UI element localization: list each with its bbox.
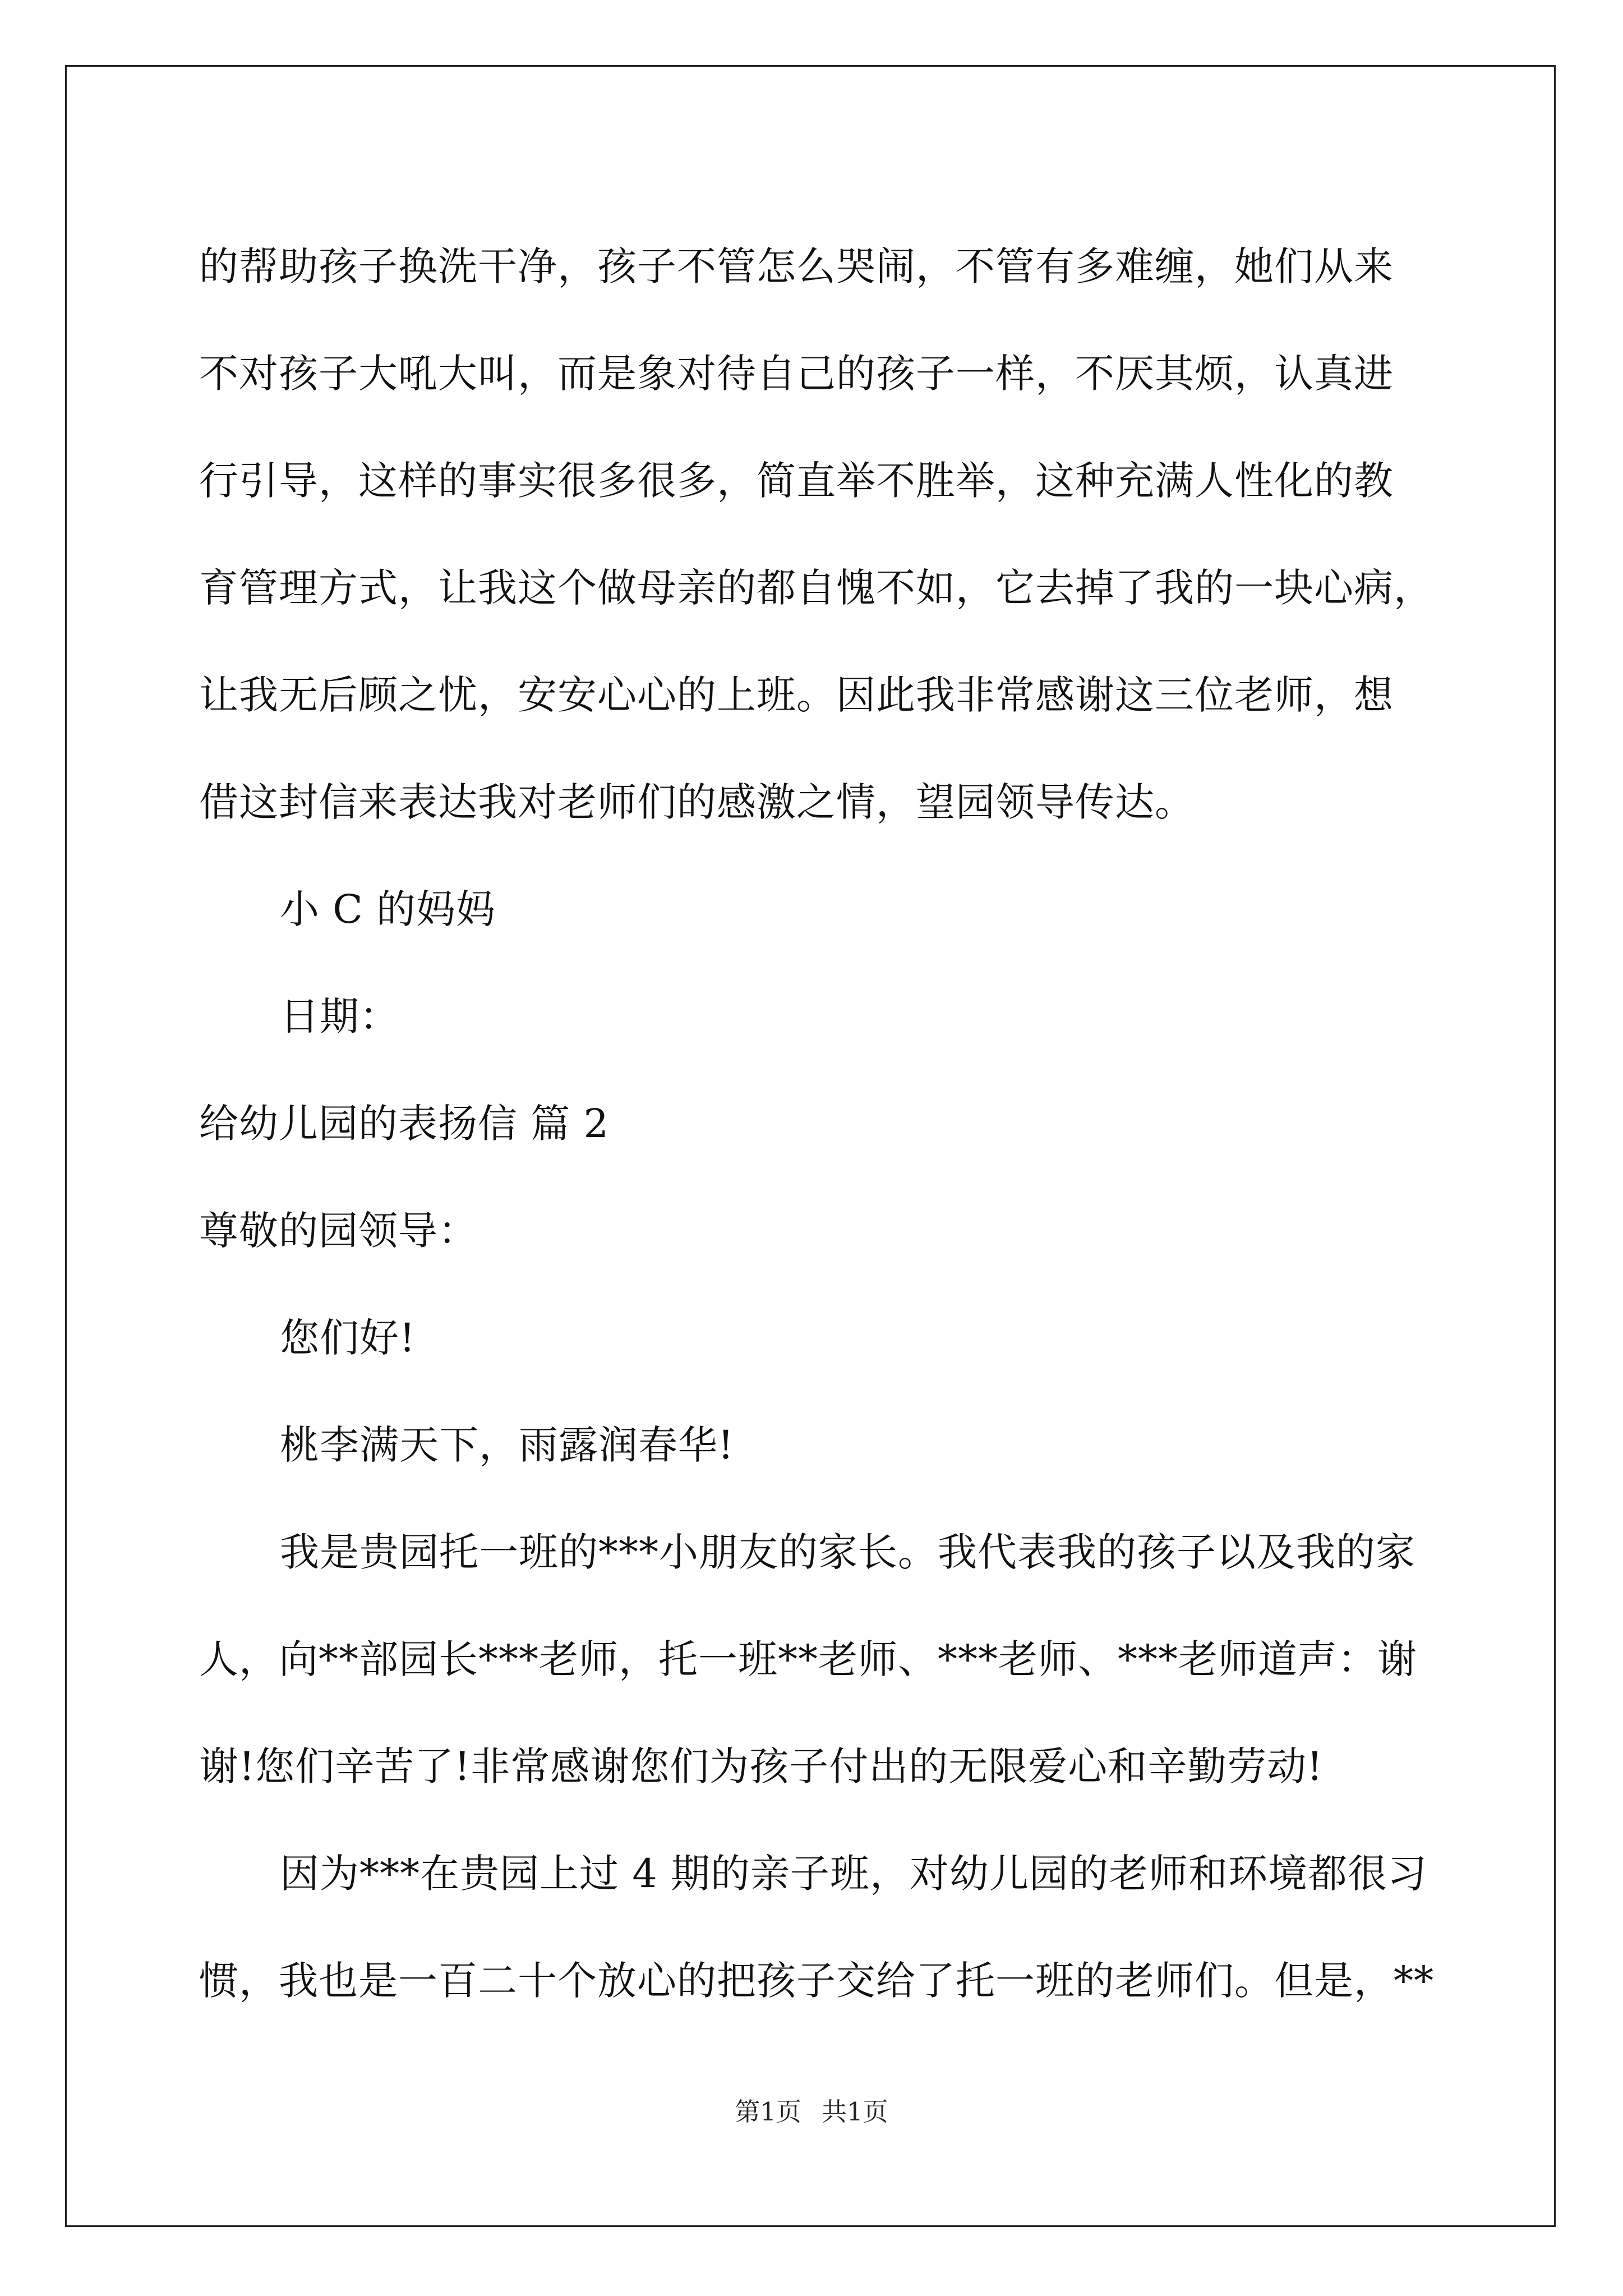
- section-title: 给幼儿园的表扬信 篇 2: [199, 1101, 610, 1147]
- text-line-15: 谢!您们辛苦了!非常感谢您们为孩子付出的无限爱心和辛勤劳动!: [199, 1743, 1324, 1789]
- text-line-5: 让我无后顾之忧，安安心心的上班。因此我非常感谢这三位老师，想: [199, 672, 1394, 718]
- text-line-13: 我是贵园托一班的***小朋友的家长。我代表我的孩子以及我的家: [280, 1529, 1415, 1575]
- greeting: 您们好!: [280, 1315, 416, 1361]
- signature-line: 小 C 的妈妈: [280, 886, 496, 932]
- page-number: 第1页: [735, 2097, 801, 2127]
- text-line-14: 人，向**部园长***老师，托一班**老师、***老师、***老师道声：谢: [199, 1636, 1417, 1682]
- text-line-12: 桃李满天下，雨露润春华!: [280, 1422, 735, 1468]
- page-total: 共1页: [822, 2097, 888, 2127]
- text-line-2: 不对孩子大吼大叫，而是象对待自己的孩子一样，不厌其烦，认真进: [199, 351, 1394, 397]
- salutation: 尊敬的园领导：: [199, 1208, 478, 1254]
- text-line-17: 惯，我也是一百二十个放心的把孩子交给了托一班的老师们。但是，**: [199, 1958, 1434, 2004]
- text-line-16: 因为***在贵园上过 4 期的亲子班，对幼儿园的老师和环境都很习: [280, 1851, 1428, 1897]
- document-body: [199, 213, 1433, 2035]
- page-footer: [0, 2095, 1623, 2129]
- text-line-1: 的帮助孩子换洗干净，孩子不管怎么哭闹，不管有多难缠，她们从来: [199, 243, 1394, 289]
- text-line-6: 借这封信来表达我对老师们的感激之情，望园领导传达。: [199, 779, 1195, 825]
- date-line: 日期：: [280, 993, 399, 1039]
- text-line-3: 行引导，这样的事实很多很多，简直举不胜举，这种充满人性化的教: [199, 458, 1394, 504]
- text-line-4: 育管理方式，让我这个做母亲的都自愧不如，它去掉了我的一块心病，: [199, 565, 1433, 611]
